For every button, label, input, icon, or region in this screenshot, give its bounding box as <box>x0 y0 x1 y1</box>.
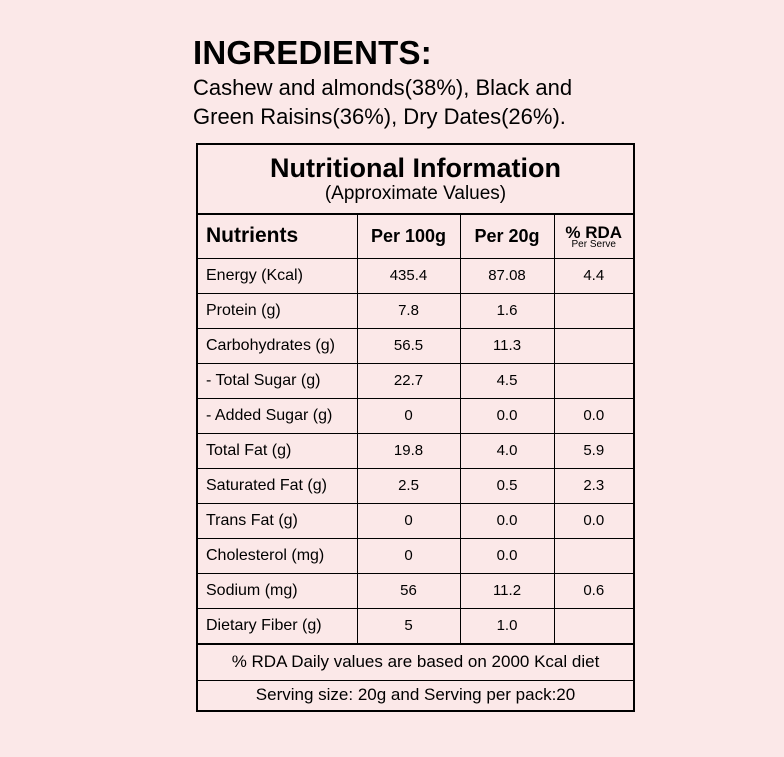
value-per-20g: 11.2 <box>460 573 554 608</box>
ingredients-title: INGREDIENTS: <box>193 34 432 71</box>
header-rda <box>554 215 633 258</box>
table-row <box>198 363 633 398</box>
footer-serving-info: Serving size: 20g and Serving per pack:20 <box>198 680 633 710</box>
nutrient-name: Energy (Kcal) <box>198 258 357 293</box>
value-rda: 0.6 <box>554 573 633 608</box>
value-rda: 2.3 <box>554 468 633 503</box>
table-row <box>198 468 633 503</box>
nutrition-table <box>198 215 633 644</box>
value-per-100g: 0 <box>357 538 460 573</box>
table-row <box>198 328 633 363</box>
nutrient-name: Saturated Fat (g) <box>198 468 357 503</box>
value-per-100g: 2.5 <box>357 468 460 503</box>
value-rda <box>554 538 633 573</box>
table-row <box>198 573 633 608</box>
value-per-20g: 0.0 <box>460 503 554 538</box>
value-per-20g: 0.0 <box>460 538 554 573</box>
value-per-100g: 22.7 <box>357 363 460 398</box>
value-per-20g: 11.3 <box>460 328 554 363</box>
value-rda <box>554 363 633 398</box>
table-row <box>198 433 633 468</box>
nutrition-panel <box>196 143 635 712</box>
nutrient-name: Sodium (mg) <box>198 573 357 608</box>
header-per-20g: Per 20g <box>460 215 554 258</box>
nutrient-name: - Total Sugar (g) <box>198 363 357 398</box>
value-rda <box>554 293 633 328</box>
value-per-20g: 4.0 <box>460 433 554 468</box>
table-row <box>198 608 633 643</box>
nutrient-name: Cholesterol (mg) <box>198 538 357 573</box>
nutrient-name: Carbohydrates (g) <box>198 328 357 363</box>
value-per-100g: 435.4 <box>357 258 460 293</box>
value-rda: 4.4 <box>554 258 633 293</box>
table-row <box>198 503 633 538</box>
nutrient-name: Trans Fat (g) <box>198 503 357 538</box>
value-rda <box>554 328 633 363</box>
ingredients-section <box>193 34 663 131</box>
value-per-100g: 19.8 <box>357 433 460 468</box>
value-per-100g: 5 <box>357 608 460 643</box>
nutrient-name: Protein (g) <box>198 293 357 328</box>
nutrient-name: Total Fat (g) <box>198 433 357 468</box>
header-rda-label: % RDA <box>565 222 623 242</box>
value-per-100g: 56.5 <box>357 328 460 363</box>
value-per-20g: 0.5 <box>460 468 554 503</box>
table-row <box>198 258 633 293</box>
nutrition-title: Nutritional Information <box>270 153 561 183</box>
value-per-100g: 7.8 <box>357 293 460 328</box>
ingredients-text <box>193 73 663 131</box>
ingredients-line-2: Green Raisins(36%), Dry Dates(26%). <box>193 104 566 129</box>
value-per-20g: 4.5 <box>460 363 554 398</box>
value-per-20g: 1.6 <box>460 293 554 328</box>
nutrition-header <box>198 145 633 215</box>
header-rda-sublabel: Per Serve <box>571 238 616 250</box>
value-rda: 0.0 <box>554 398 633 433</box>
value-per-100g: 0 <box>357 503 460 538</box>
value-per-20g: 0.0 <box>460 398 554 433</box>
value-per-20g: 87.08 <box>460 258 554 293</box>
ingredients-line-1: Cashew and almonds(38%), Black and <box>193 75 573 100</box>
nutrient-name: Dietary Fiber (g) <box>198 608 357 643</box>
table-row <box>198 293 633 328</box>
table-row <box>198 398 633 433</box>
footer-rda-note: % RDA Daily values are based on 2000 Kcal diet <box>198 644 633 680</box>
header-nutrients: Nutrients <box>198 215 357 258</box>
value-rda <box>554 608 633 643</box>
nutrient-name: - Added Sugar (g) <box>198 398 357 433</box>
nutrition-table-body <box>198 258 633 643</box>
value-rda: 0.0 <box>554 503 633 538</box>
table-row <box>198 538 633 573</box>
value-rda: 5.9 <box>554 433 633 468</box>
nutrition-subtitle: (Approximate Values) <box>324 183 507 204</box>
table-header-row <box>198 215 633 258</box>
value-per-100g: 0 <box>357 398 460 433</box>
value-per-20g: 1.0 <box>460 608 554 643</box>
header-per-100g: Per 100g <box>357 215 460 258</box>
value-per-100g: 56 <box>357 573 460 608</box>
